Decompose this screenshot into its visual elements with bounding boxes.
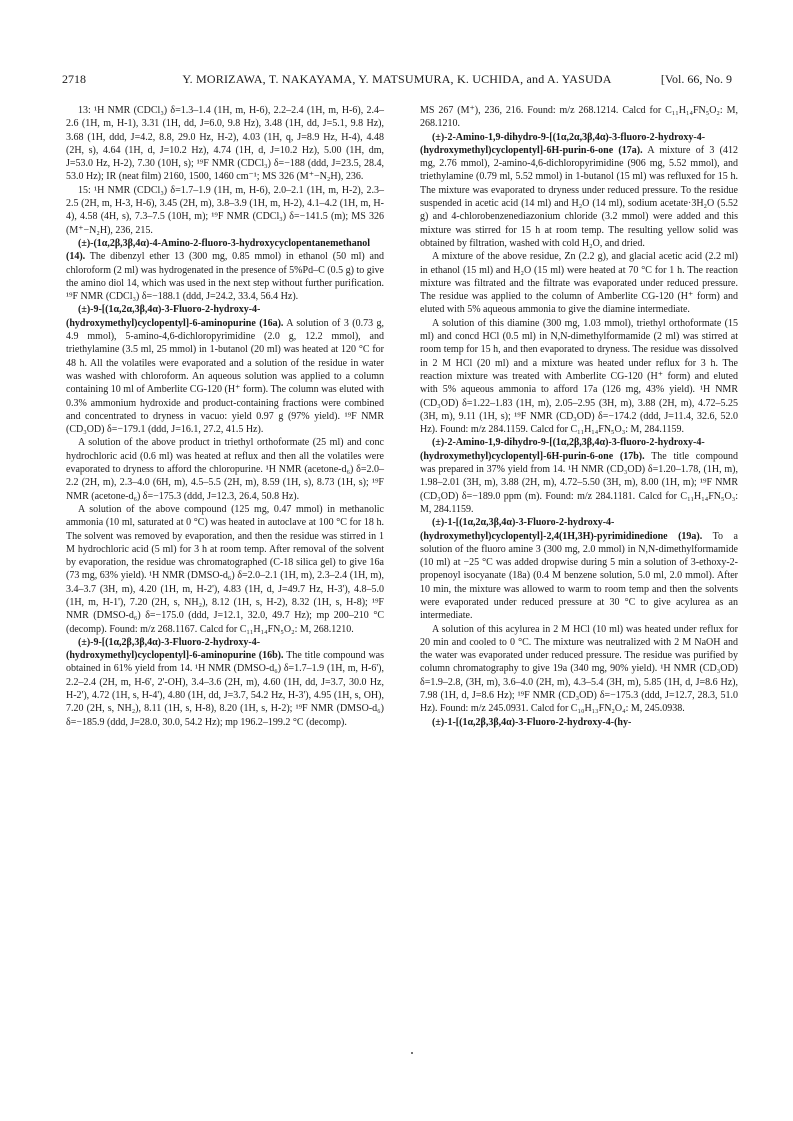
body-paragraph: A solution of this acylurea in 2 M HCl (10 ml) was heated under reflux for 20 min and cooled to 0 °C. The mixture was neutralized with 2 M NaOH and the water was evaporated under reduced pressure. The residue was purified by column chromatography to give 19a (340 mg, 90% yield). ¹H NMR (CD₃OD) δ=1.9–2.8, (3H, m), 3.6–4.0 (2H, m), 4.3–5.4 (3H, m), 5.85 (1H, d, J=8.6 Hz), 7.98 (1H, d, J=8.6 Hz); ¹⁹F NMR (CD₃OD) δ=−175.3 (ddd, J=12.7, 28.3, 51.0 Hz). Found: m/z 245.0931. Calcd for C₁₀H₁₃FN₂O₄: M, 245.0938.: [420, 623, 738, 715]
compound-section: [420, 516, 738, 622]
compound-section: [420, 716, 738, 729]
compound-title: (±)-1-[(1α,2α,3β,4α)-3-Fluoro-2-hydroxy-4-(hydroxymethyl)cyclopentyl]-2,4(1H,3H)-pyrimidinedione (19a).: [420, 517, 703, 542]
procedure-text: The title compound was prepared in 37% yield from 14. ¹H NMR (CD₃OD) δ=1.20–1.78, (1H, m), 1.98–2.01 (3H, m), 3.88 (2H, m), 4.72–5.50 (3H, m), 8.00 (1H, m); ¹⁹F NMR (CD₃OD) δ=−189.0 ppm (m). Found: m/z 284.1181. Calcd for C₁₁H₁₄FN₅O₃: M, 284.1159.: [420, 450, 738, 515]
procedure-text: To a solution of the fluoro amine 3 (300 mg, 2.0 mmol) in N,N-dimethylformamide (10 ml) at −25 °C was added dropwise during 5 min a solution of 3-ethoxy-2-propenoyl isocyanate (18a) (0.4 M benzene solution, 5.0 ml, 2.0 mmol). After 10 min, the mixture was allowed to warm to room temp and then the solvents were evaporated under reduced pressure at 30 °C to give acylurea as an intermediate.: [420, 530, 738, 622]
body-paragraph: 13: ¹H NMR (CDCl₃) δ=1.3–1.4 (1H, m, H-6), 2.2–2.4 (1H, m, H-6), 2.4–2.6 (1H, m, H-1), 3.31 (1H, dd, J=6.0, 9.8 Hz), 3.48 (1H, dd, J=5.1, 9.8 Hz), 3.68 (1H, ddd, J=4.2, 8.8, 29.0 Hz, H-2), 4.03 (1H, q, J=8.9 Hz, H-4), 4.48 (2H, s), 4.64 (1H, d, J=10.2 Hz), 4.74 (1H, d, J=10.2 Hz), 5.00 (1H, dm, J=53.0 Hz, H-2), 7.30 (10H, s); ¹⁹F NMR (CDCl₃) δ=−188 (ddd, J=23.5, 28.4, 53.0 Hz); IR (neat film) 2160, 1500, 1460 cm⁻¹; MS 326 (M⁺−N₂H), 236.: [66, 105, 384, 183]
compound-section: [420, 436, 738, 516]
body-paragraph: MS 267 (M⁺), 236, 216. Found: m/z 268.1214. Calcd for C₁₁H₁₄FN₅O₂: M, 268.1210.: [420, 105, 738, 130]
compound-title: (±)-1-[(1α,2β,3β,4α)-3-Fluoro-2-hydroxy-4-(hy-: [432, 716, 632, 728]
body-paragraph: A solution of the above product in triethyl orthoformate (25 ml) and conc hydrochloric acid (0.6 ml) was heated at reflux and then all the volatiles were evaporated to dryness to afford the chloropurine. ¹H NMR (acetone-d₆) δ=2.0–2.2 (2H, m), 2.3–4.0 (6H, m), 4.5–5.5 (2H, m), 8.59 (1H, s), 8.73 (1H, s); ¹⁹F NMR (acetone-d₆) δ=−175.3 (ddd, J=12.3, 26.4, 50.8 Hz).: [66, 437, 384, 502]
compound-section: [66, 237, 384, 303]
running-head-authors: Y. MORIZAWA, T. NAKAYAMA, Y. MATSUMURA, K. UCHIDA, and A. YASUDA: [182, 72, 612, 86]
right-column: [420, 104, 738, 729]
compound-title: (±)-9-[(1α,2α,3β,4α)-3-Fluoro-2-hydroxy-4-(hydroxymethyl)cyclopentyl]-6-aminopurine (16a).: [66, 304, 284, 329]
body-paragraph: A solution of the above compound (125 mg, 0.47 mmol) in methanolic ammonia (10 ml, saturated at 0 °C) was heated in autoclave at 100 °C for 18 h. The solvent was removed by evaporation, and then the residue was stirred in 1 M hydrochloric acid (5 ml) for 3 h at room temp. After removal of the solvent by evaporation, the residue was chromatographed (C-18 silica gel) to give 16a (73 mg, 63% yield). ¹H NMR (DMSO-d₆) δ=2.0–2.1 (1H, m), 2.3–2.4 (1H, m), 3.4–3.7 (3H, m), 4.20 (1H, m, H-2'), 4.83 (1H, d, J=49.7 Hz, H-3'), 4.8–5.0 (1H, m, H-1'), 7.20 (2H, s, NH₂), 8.12 (1H, s, H-2), 8.32 (1H, s, H-8); ¹⁹F NMR (DMSO-d₆) δ=−175.0 (ddd, J=12.1, 32.0, 49.7 Hz); mp 200–210 °C (decomp). Found: m/z 268.1167. Calcd for C₁₁H₁₄FN₅O₂: M, 268.1210.: [66, 503, 384, 635]
procedure-text: The dibenzyl ether 13 (300 mg, 0.85 mmol) in ethanol (50 ml) and chloroform (2 ml) was hydrogenated in the presence of 5%Pd–C (0.5 g) to give the amino diol 14, which was used in the next step without further purification. ¹⁹F NMR (CDCl₃) δ=−188.1 (ddd, J=24.2, 33.4, 56.4 Hz).: [66, 251, 384, 303]
running-header: [62, 72, 732, 90]
body-paragraph: A mixture of the above residue, Zn (2.2 g), and glacial acetic acid (2.2 ml) in ethanol (15 ml) and H₂O (15 ml) were heated at 70 °C for 1 h. The reaction mixture was filtrated and the filtrate was evaporated under reduced pressure. The residue was applied to the column of Amberlite CG-120 (H⁺ form) and eluted with 5% aqueous ammonia to give the diamine intermediate.: [420, 251, 738, 316]
page-mark: [411, 1052, 413, 1054]
procedure-text: A solution of 3 (0.73 g, 4.9 mmol), 5-amino-4,6-dichloropyrimidine (2.0 g, 12.2 mmol), and triethylamine (3.5 ml, 25 mmol) in 1-butanol (20 ml) was heated at 120 °C for 48 h. All the volatiles were evaporated and a solution of the residue in water was washed with chloroform. An aqueous solution was applied to a column containing 10 ml of Amberlite CG-120 (H⁺ form). The column was eluted with 0.3% ammonium hydroxide and product-containing fractions were combined and concentrated to dryness in vacuo: yield 0.97 g (97% yield). ¹⁹F NMR (CD₃OD) δ=−179.1 (ddd, J=16.1, 27.2, 41.5 Hz).: [66, 317, 385, 436]
compound-title: (±)-2-Amino-1,9-dihydro-9-[(1α,2β,3β,4α)-3-fluoro-2-hydroxy-4-(hydroxymethyl)cyclopentyl]-6H-purin-6-one (17b).: [420, 437, 705, 462]
compound-section: [420, 131, 738, 251]
left-column: [66, 104, 384, 729]
compound-section: [66, 636, 384, 729]
compound-title: (±)-9-[(1α,2β,3β,4α)-3-Fluoro-2-hydroxy-4-(hydroxymethyl)cyclopentyl]-6-aminopurine (16b).: [66, 636, 284, 662]
body-paragraph: 15: ¹H NMR (CDCl₃) δ=1.7–1.9 (1H, m, H-6), 2.0–2.1 (1H, m, H-2), 2.3–2.5 (2H, m, H-3, H-6), 3.45 (2H, m), 3.8–3.9 (1H, m, H-2), 4.1–4.2 (1H, m, H-4), 4.58 (4H, s), 7.3–7.5 (10H, m); ¹⁹F NMR (CDCl₃) δ=−141.5 (m); MS 326 (M⁺−N₂H), 236, 215.: [66, 184, 384, 236]
compound-title: (±)-(1α,2β,3β,4α)-4-Amino-2-fluoro-3-hydroxycyclopentanemethanol (14).: [66, 237, 371, 263]
procedure-text: A mixture of 3 (412 mg, 2.76 mmol), 2-amino-4,6-dichloropyrimidine (906 mg, 5.52 mmol), and triethylamine (0.79 ml, 5.52 mmol) in 1-butanol (15 ml) was refluxed for 15 h. The mixture was evaporated to dryness under reduced pressure. To the residue suspended in acetic acid (14 ml) and H₂O (14 ml), sodium acetate·3H₂O (5.52 g) and 4-chlorobenzenediazonium chloride (3.2 mmol) were added and this mixture was stirred for 15 h at room temp. The resulting yellow solid was obtained by filtration, washed with cold H₂O, and dried.: [420, 144, 739, 249]
compound-title: (±)-2-Amino-1,9-dihydro-9-[(1α,2α,3β,4α)-3-fluoro-2-hydroxy-4-(hydroxymethyl)cyclopentyl]-6H-purin-6-one (17a).: [420, 131, 706, 156]
compound-section: [66, 303, 384, 436]
procedure-text: The title compound was obtained in 61% yield from 14. ¹H NMR (DMSO-d₆) δ=1.7–1.9 (1H, m, H-6'), 2.2–2.4 (2H, m, H-6', 2'-OH), 3.4–3.6 (2H, m), 4.60 (1H, dd, J=3.7, 30.0 Hz, H-2'), 4.72 (1H, s, H-4'), 4.80 (1H, dd, J=3.7, 54.2 Hz, H-3'), 4.95 (1H, s, OH), 7.20 (2H, s, NH₂), 8.11 (1H, s, H-8), 8.20 (1H, s, H-2); ¹⁹F NMR (DMSO-d₆) δ=−185.9 (ddd, J=28.0, 30.0, 54.2 Hz); mp 196.2–199.2 °C (decomp).: [66, 650, 384, 728]
volume-issue: [Vol. 66, No. 9: [660, 72, 732, 86]
page-number: 2718: [62, 72, 86, 86]
body-paragraph: A solution of this diamine (300 mg, 1.03 mmol), triethyl orthoformate (15 ml) and concd HCl (0.5 ml) in N,N-dimethylformamide (2 ml) was stirred at room temp for 15 h, and then evaporated to dryness. The residue was dissolved in 2 M HCl (20 ml) and a mixture was heated under reflux for 3 h. The reaction mixture was treated with Amberlite CG-120 (H⁺ form) and eluted with 5% aqueous ammonia to afford 17a (126 mg, 43% yield). ¹H NMR (CD₃OD) δ=1.22–1.83 (1H, m), 2.05–2.95 (3H, m), 3.88 (2H, m), 4.72–5.25 (3H, m), 9.11 (1H, s); ¹⁹F NMR (CD₃OD) δ=−174.2 (ddd, J=11.4, 32.6, 52.0 Hz). Found: m/z 284.1159. Calcd for C₁₁H₁₄FN₅O₃: M, 284.1159.: [420, 317, 738, 436]
